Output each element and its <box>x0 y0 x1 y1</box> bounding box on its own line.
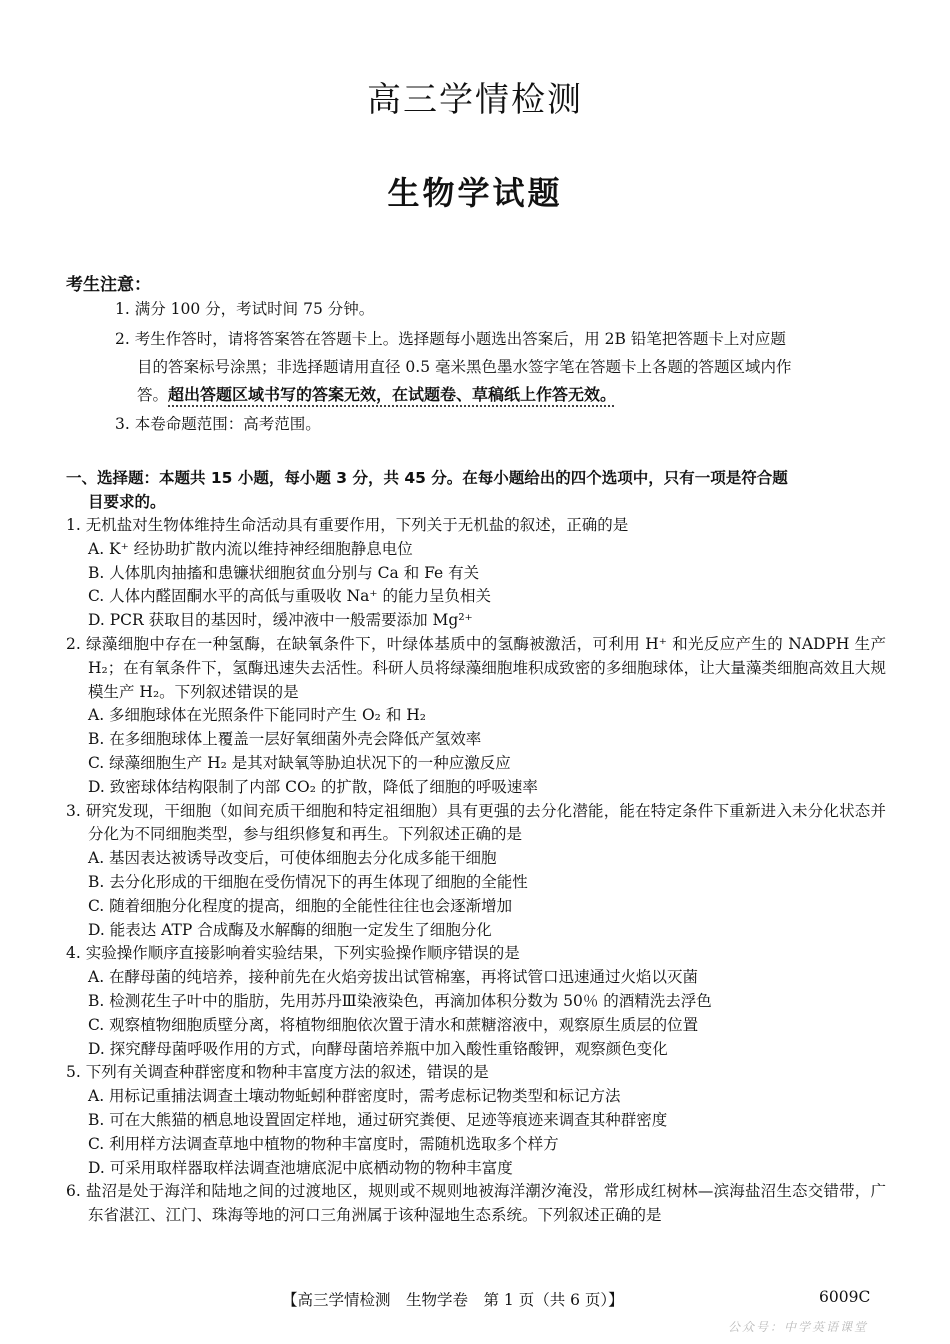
notice-item-2-line-2: 目的答案标号涂黑；非选择题请用直径 0.5 毫米黑色墨水签字笔在答题卡上各题的答题区域内作 <box>137 358 792 376</box>
option-b: B. 人体肌肉抽搐和患镰状细胞贫血分别与 Ca 和 Fe 有关 <box>88 563 480 582</box>
option-d: D. 探究酵母菌呼吸作用的方式，向酵母菌培养瓶中加入酸性重铬酸钾，观察颜色变化 <box>88 1039 668 1058</box>
option-c: C. 随着细胞分化程度的提高，细胞的全能性往往也会逐渐增加 <box>88 896 513 915</box>
question-6 <box>66 1180 886 1228</box>
option-c: C. 利用样方法调查草地中植物的物种丰富度时，需随机选取多个样方 <box>88 1134 559 1153</box>
notice-heading: 考生注意： <box>66 275 151 295</box>
question-2 <box>66 633 886 800</box>
option-a: A. K⁺ 经协助扩散内流以维持神经细胞静息电位 <box>88 539 413 558</box>
question-3 <box>66 800 886 943</box>
option-b: B. 可在大熊猫的栖息地设置固定样地，通过研究粪便、足迹等痕迹来调查其种群密度 <box>88 1110 668 1129</box>
notice-item-3: 3. 本卷命题范围：高考范围。 <box>115 415 321 433</box>
option-a: A. 基因表达被诱导改变后，可使体细胞去分化成多能干细胞 <box>88 849 497 868</box>
section-heading-line-2: 目要求的。 <box>88 493 166 511</box>
section-heading <box>66 466 886 514</box>
option-d: D. 可采用取样器取样法调查池塘底泥中底栖动物的物种丰富度 <box>88 1158 513 1177</box>
notice-item-1: 1. 满分 100 分，考试时间 75 分钟。 <box>115 300 375 318</box>
option-d: D. 致密球体结构限制了内部 CO₂ 的扩散，降低了细胞的呼吸速率 <box>88 777 538 796</box>
option-c: C. 人体内醛固酮水平的高低与重吸收 Na⁺ 的能力呈负相关 <box>88 587 492 606</box>
option-a: A. 在酵母菌的纯培养，接种前先在火焰旁拔出试管棉塞，再将试管口迅速通过火焰以灭菌 <box>88 968 699 987</box>
paper-code: 6009C <box>819 1288 871 1306</box>
option-b: B. 在多细胞球体上覆盖一层好氧细菌外壳会降低产氢效率 <box>88 730 482 749</box>
question-stem: 6. 盐沼是处于海洋和陆地之间的过渡地区，规则或不规则地被海洋潮汐淹没，常形成红树林—滨海盐沼生态交错带，广东省湛江、江门、珠海等地的河口三角洲属于该种湿地生态系统。下列叙述正确的是 <box>66 1182 886 1225</box>
option-d: D. PCR 获取目的基因时，缓冲液中一般需要添加 Mg²⁺ <box>88 611 473 630</box>
exam-title: 高三学情检测 <box>367 80 583 120</box>
subject-title: 生物学试题 <box>387 174 563 212</box>
notice-item-2-line-3 <box>115 382 885 408</box>
question-stem: 4. 实验操作顺序直接影响着实验结果，下列实验操作顺序错误的是 <box>66 944 520 963</box>
option-c: C. 观察植物细胞质壁分离，将植物细胞依次置于清水和蔗糖溶液中，观察原生质层的位置 <box>88 1015 699 1034</box>
section-heading-line-1: 一、选择题：本题共 15 小题，每小题 3 分，共 45 分。在每小题给出的四个选项中，只有一项是符合题 <box>66 469 788 487</box>
notice-item-2-prefix: 答。 <box>137 386 169 404</box>
notice-item-2 <box>115 326 885 408</box>
question-1 <box>66 514 886 633</box>
footer-label: 【高三学情检测 生物学卷 第 1 页（共 6 页）】 <box>282 1291 624 1309</box>
question-4 <box>66 942 886 1061</box>
option-a: A. 用标记重捕法调查土壤动物蚯蚓种群密度时，需考虑标记物类型和标记方法 <box>88 1087 621 1106</box>
notice-item-2-line-1: 2. 考生作答时，请将答案答在答题卡上。选择题每小题选出答案后，用 2B 铅笔把答题卡上对应题 <box>115 330 786 348</box>
question-stem: 1. 无机盐对生物体维持生命活动具有重要作用，下列关于无机盐的叙述，正确的是 <box>66 516 629 534</box>
question-5 <box>66 1061 886 1180</box>
question-stem: 5. 下列有关调查种群密度和物种丰富度方法的叙述，错误的是 <box>66 1063 489 1082</box>
watermark: 公众号：中学英语课堂 <box>728 1320 869 1334</box>
question-stem: 2. 绿藻细胞中存在一种氢酶，在缺氧条件下，叶绿体基质中的氢酶被激活，可利用 H⁺ 和光反应产生的 NADPH 生产 H₂；在有氧条件下，氢酶迅速失去活性。科研人员将绿藻细胞堆积成致密的多细胞球体，让大量藻类细胞高效且大规模生产 H₂。下列叙述错误的是 <box>66 634 886 701</box>
option-b: B. 去分化形成的干细胞在受伤情况下的再生体现了细胞的全能性 <box>88 872 528 891</box>
notice-emphasis: 超出答题区域书写的答案无效，在试题卷、草稿纸上作答无效。 <box>168 385 617 404</box>
option-d: D. 能表达 ATP 合成酶及水解酶的细胞一定发生了细胞分化 <box>88 920 492 939</box>
option-c: C. 绿藻细胞生产 H₂ 是其对缺氧等胁迫状况下的一种应激反应 <box>88 753 511 772</box>
question-stem: 3. 研究发现，干细胞（如间充质干细胞和特定祖细胞）具有更强的去分化潜能，能在特定条件下重新进入未分化状态并分化为不同细胞类型，参与组织修复和再生。下列叙述正确的是 <box>66 801 886 844</box>
question-list <box>66 514 886 1228</box>
option-a: A. 多细胞球体在光照条件下能同时产生 O₂ 和 H₂ <box>88 706 426 725</box>
option-b: B. 检测花生子叶中的脂肪，先用苏丹Ⅲ染液染色，再滴加体积分数为 50％ 的酒精洗去浮色 <box>88 991 712 1010</box>
